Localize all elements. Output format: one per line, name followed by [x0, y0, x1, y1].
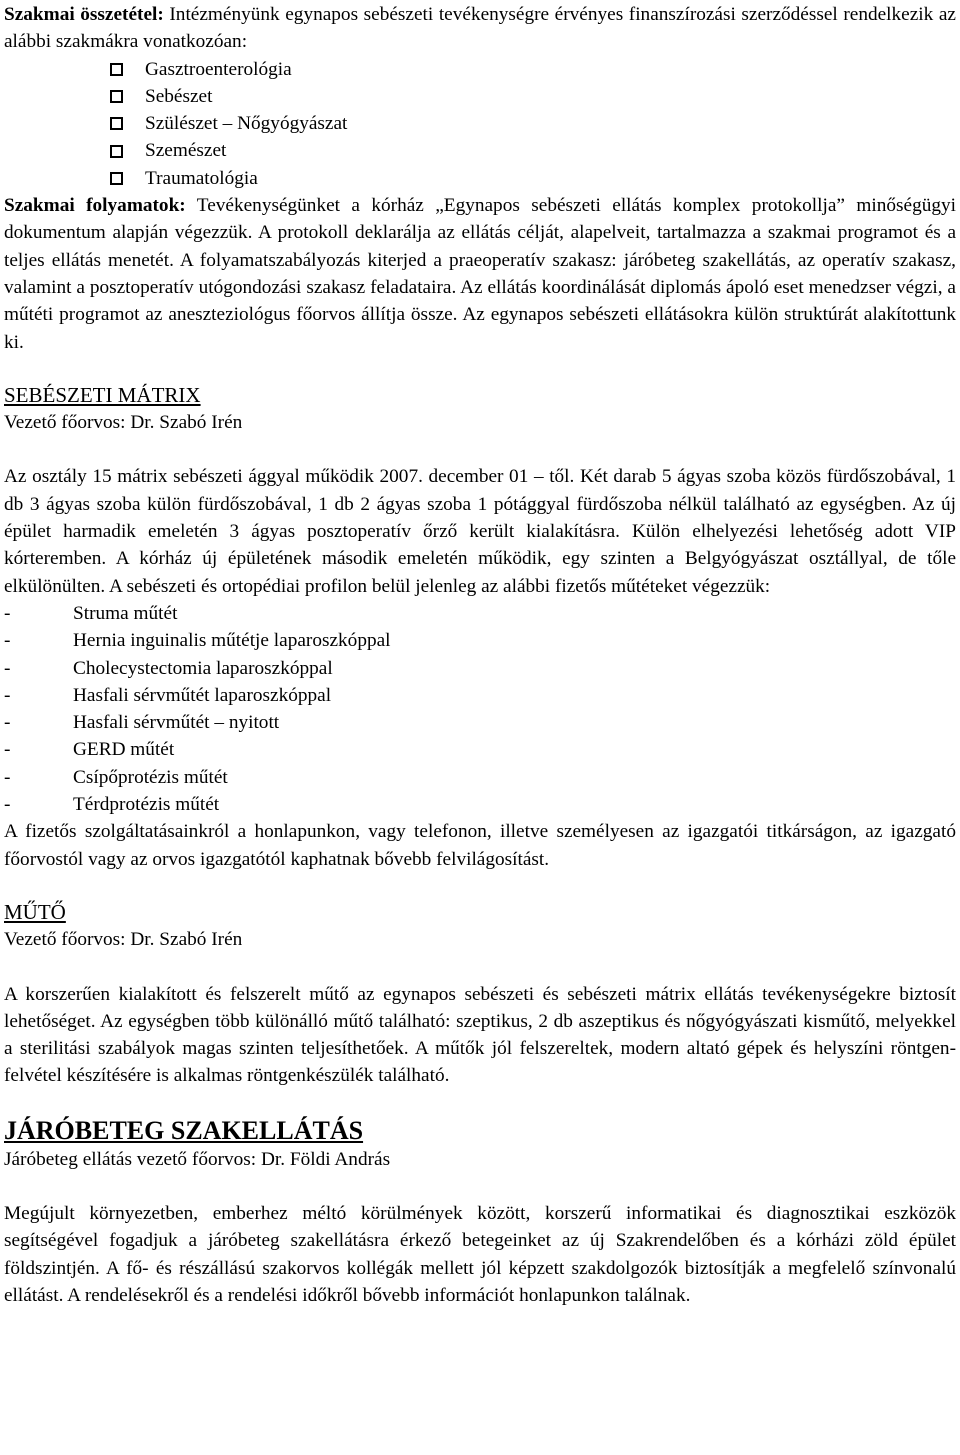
or-paragraph: A korszerűen kialakított és felszerelt műtő az egynapos sebészeti és sebészeti mátrix ellátás tevékenységekre biztosít lehetőséget. Az egységben több különálló műtő található: szeptikus, 2 db aszeptikus és nőgyógyászati kisműtő, melyekkel a sterilitási szabályok magas szinten teljesíthetőek. A műtők jól felszereltek, modern altató gépek és helyszíni röntgen-felvétel készítésére is alkalmas röntgenkészülék található. — [4, 983, 956, 1087]
process-paragraph — [4, 192, 956, 356]
specialty-checklist — [4, 56, 956, 192]
specialty-label: Traumatológia — [145, 167, 258, 189]
specialty-label: Gasztroenterológia — [145, 58, 292, 80]
list-item: - Hasfali sérvműtét – nyitott — [4, 712, 280, 734]
outpatient-paragraph: Megújult környezetben, emberhez méltó körülmények között, korszerű informatikai és diagnosztikai eszközök segítségével fogadjuk a járóbeteg szakellátásra érkező betegeinket az új Szakrendelőben és a kórházi zöld épület földszintjén. A fő- és részállású szakorvos kollégák mellett jól képzett szakdolgozók biztosítják a megfelelő színvonalú ellátást. A rendelésekről és a rendelési időkről bővebb információt honlapunkon találnak. — [4, 1202, 956, 1306]
specialty-label: Sebészet — [145, 85, 213, 107]
list-item: - Cholecystectomia laparoszkóppal — [4, 657, 333, 679]
intro-paragraph — [4, 1, 956, 56]
list-item: - Hernia inguinalis műtétje laparoszkóppal — [4, 630, 391, 652]
specialty-label: Szülészet – Nőgyógyászat — [145, 113, 348, 135]
process-text: Tevékenységünket a kórház „Egynapos sebészeti ellátás komplex protokollja” minőségügyi dokumentum alapján végezzük. A protokoll deklarálja az ellátás célját, alapelveit, tartalmazza a szakmai programot és a teljes ellátás menetét. A folyamatszabályozás kiterjed a praeoperatív szakasz: járóbeteg szakellátás, az operatív szakasz, valamint a posztoperatív utógondozási szakasz feladataira. Az ellátás koordinálását diplomás ápoló eset menedzser végzi, a műtéti programot az aneszteziológus főorvos állítja össze. Az egynapos sebészeti ellátásokra külön struktúrát alakítottunk ki. — [4, 195, 956, 353]
section-title-or: MŰTŐ — [4, 899, 66, 924]
specialty-label: Szemészet — [145, 140, 227, 162]
specialty-item — [110, 137, 956, 164]
matrix-paragraph: Az osztály 15 mátrix sebészeti ággyal működik 2007. december 01 – től. Két darab 5 ágyas szoba közös fürdőszobával, 1 db 3 ágyas szoba külön fürdőszobával, 1 db 2 ágyas szoba 1 pótággyal fürdőszoba nélkül található az egységben. Az új épület harmadik emeletén 3 ágyas posztoperatív őrző került kialakításra. Külön elhelyezési lehetőség adott VIP kórteremben. A kórház új épületének második emeletén működik, egy szinten a Belgyógyászat osztállyal, de tőle elkülönülten. A sebészeti és ortopédiai profilon belül jelenleg az alábbi fizetős műtéteket végezzük: — [4, 466, 956, 597]
specialty-item — [110, 110, 956, 137]
matrix-footer: A fizetős szolgáltatásainkról a honlapunkon, vagy telefonon, illetve személyesen az igazgatói titkárságon, az igazgató főorvostól vagy az orvos igazgatótól kaphatnak bővebb felvilágosítást. — [4, 821, 956, 870]
section-title-outpatient: JÁRÓBETEG SZAKELLÁTÁS — [4, 1115, 364, 1145]
list-item: - Hasfali sérvműtét laparoszkóppal — [4, 684, 332, 706]
or-head: Vezető főorvos: Dr. Szabó Irén — [4, 929, 243, 951]
specialty-item — [110, 56, 956, 83]
checkbox-icon — [110, 172, 123, 185]
checkbox-icon — [110, 63, 123, 76]
matrix-head: Vezető főorvos: Dr. Szabó Irén — [4, 412, 243, 434]
list-item: - Térdprotézis műtét — [4, 794, 220, 816]
specialty-item — [110, 83, 956, 110]
procedure-list — [4, 600, 956, 818]
list-item: - Struma műtét — [4, 602, 178, 624]
checkbox-icon — [110, 145, 123, 158]
specialty-item — [110, 165, 956, 192]
label-szakmai-osszetetel: Szakmai összetétel: — [4, 4, 164, 25]
checkbox-icon — [110, 90, 123, 103]
list-item: - GERD műtét — [4, 739, 175, 761]
section-title-matrix: SEBÉSZETI MÁTRIX — [4, 382, 201, 407]
intro-text: Intézményünk egynapos sebészeti tevékenységre érvényes finanszírozási szerződéssel rendelkezik az alábbi szakmákra vonatkozóan: — [4, 4, 956, 53]
checkbox-icon — [110, 117, 123, 130]
list-item: - Csípőprotézis műtét — [4, 766, 228, 788]
outpatient-head: Járóbeteg ellátás vezető főorvos: Dr. Földi András — [4, 1148, 391, 1170]
label-szakmai-folyamatok: Szakmai folyamatok: — [4, 195, 186, 217]
